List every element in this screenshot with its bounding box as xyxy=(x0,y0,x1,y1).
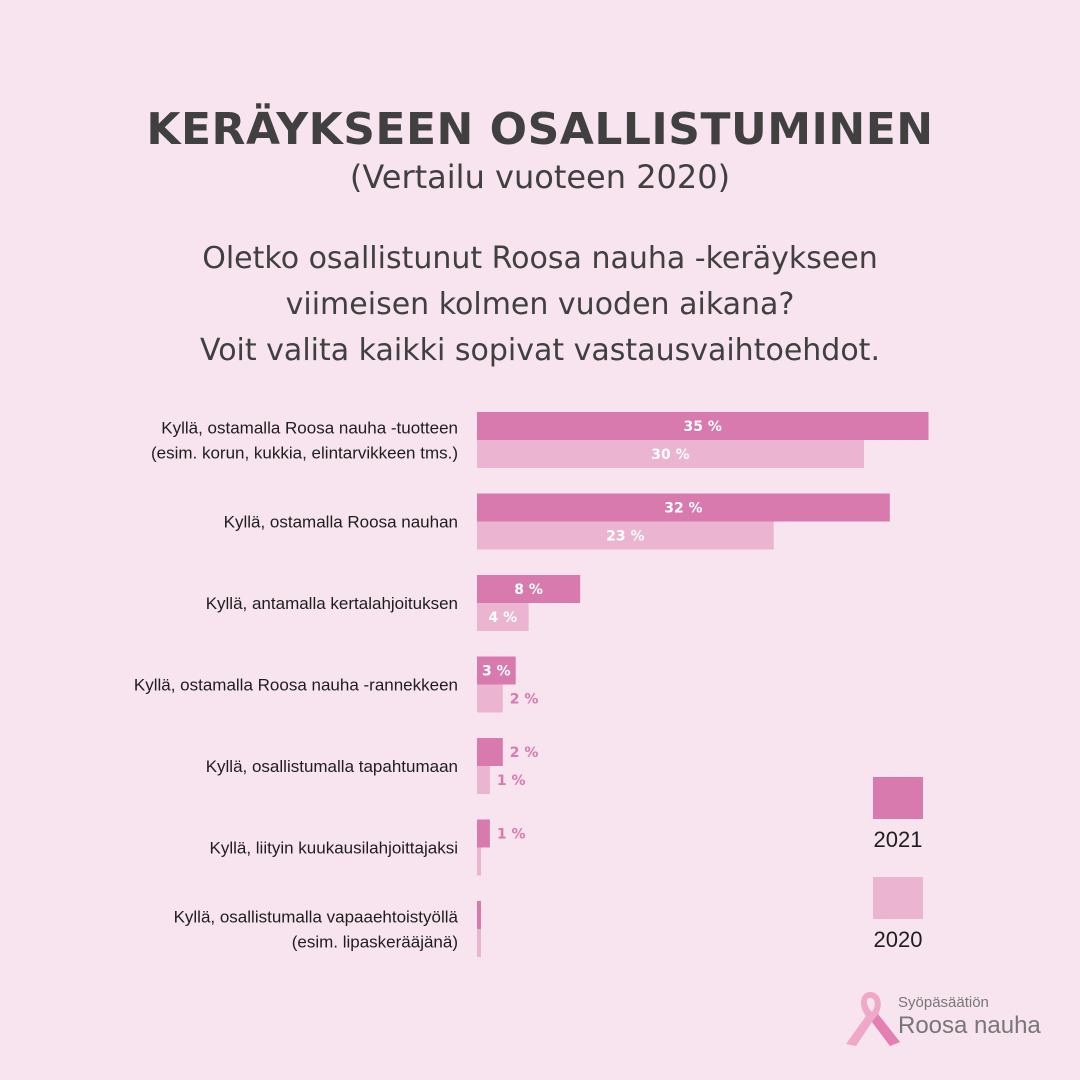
chart-title: KERÄYKSEEN OSALLISTUMINEN xyxy=(146,104,934,155)
bar-2020 xyxy=(477,766,490,794)
legend-swatch-2021 xyxy=(873,777,923,819)
category-label: Kyllä, ostamalla Roosa nauha -rannekkeen xyxy=(133,675,458,695)
category-label: Kyllä, liityin kuukausilahjoittajaksi xyxy=(209,838,458,858)
logo-line-1: Syöpäsäätiön xyxy=(898,994,989,1011)
bar-2020 xyxy=(477,685,503,713)
chart-subtitle: (Vertailu vuoteen 2020) xyxy=(349,158,731,196)
question-line-3: Voit valita kaikki sopivat vastausvaihtoehdot. xyxy=(200,333,880,368)
bar-2021 xyxy=(477,901,481,929)
legend-label-2021: 2021 xyxy=(873,827,923,852)
data-label: 2 % xyxy=(509,745,539,761)
legend-swatch-2020 xyxy=(873,877,923,919)
data-label: 30 % xyxy=(651,447,690,463)
bar-2020 xyxy=(477,848,481,876)
data-label: 1 % xyxy=(496,773,526,789)
category-label: Kyllä, osallistumalla tapahtumaan xyxy=(205,757,458,776)
bar-2021 xyxy=(477,738,503,766)
category-label: Kyllä, ostamalla Roosa nauha -tuotteen (esim. korun, kukkia, elintarvikkeen tms.) xyxy=(150,418,458,463)
data-label: 32 % xyxy=(664,500,703,517)
data-label: 3 % xyxy=(482,663,511,680)
category-label: Kyllä, ostamalla Roosa nauhan xyxy=(223,512,458,532)
data-label: 23 % xyxy=(606,528,645,545)
category-label: Kyllä, osallistumalla vapaaehtoistyöllä (esim. lipaskerääjänä) xyxy=(173,907,458,952)
bar-2021 xyxy=(477,820,490,848)
bar-2020 xyxy=(477,929,481,957)
data-label: 1 % xyxy=(496,826,526,843)
logo-line-2: Roosa nauha xyxy=(898,1012,1041,1039)
legend-label-2020: 2020 xyxy=(873,927,923,952)
data-label: 2 % xyxy=(509,691,539,708)
question-line-1: Oletko osallistunut Roosa nauha -keräykseen xyxy=(202,241,878,276)
data-label: 4 % xyxy=(488,610,518,626)
roosa-nauha-logo xyxy=(846,988,1056,1048)
question-line-2: viimeisen kolmen vuoden aikana? xyxy=(285,287,795,322)
category-label: Kyllä, antamalla kertalahjoituksen xyxy=(205,594,458,613)
data-label: 8 % xyxy=(514,582,543,598)
data-label: 35 % xyxy=(683,419,722,435)
